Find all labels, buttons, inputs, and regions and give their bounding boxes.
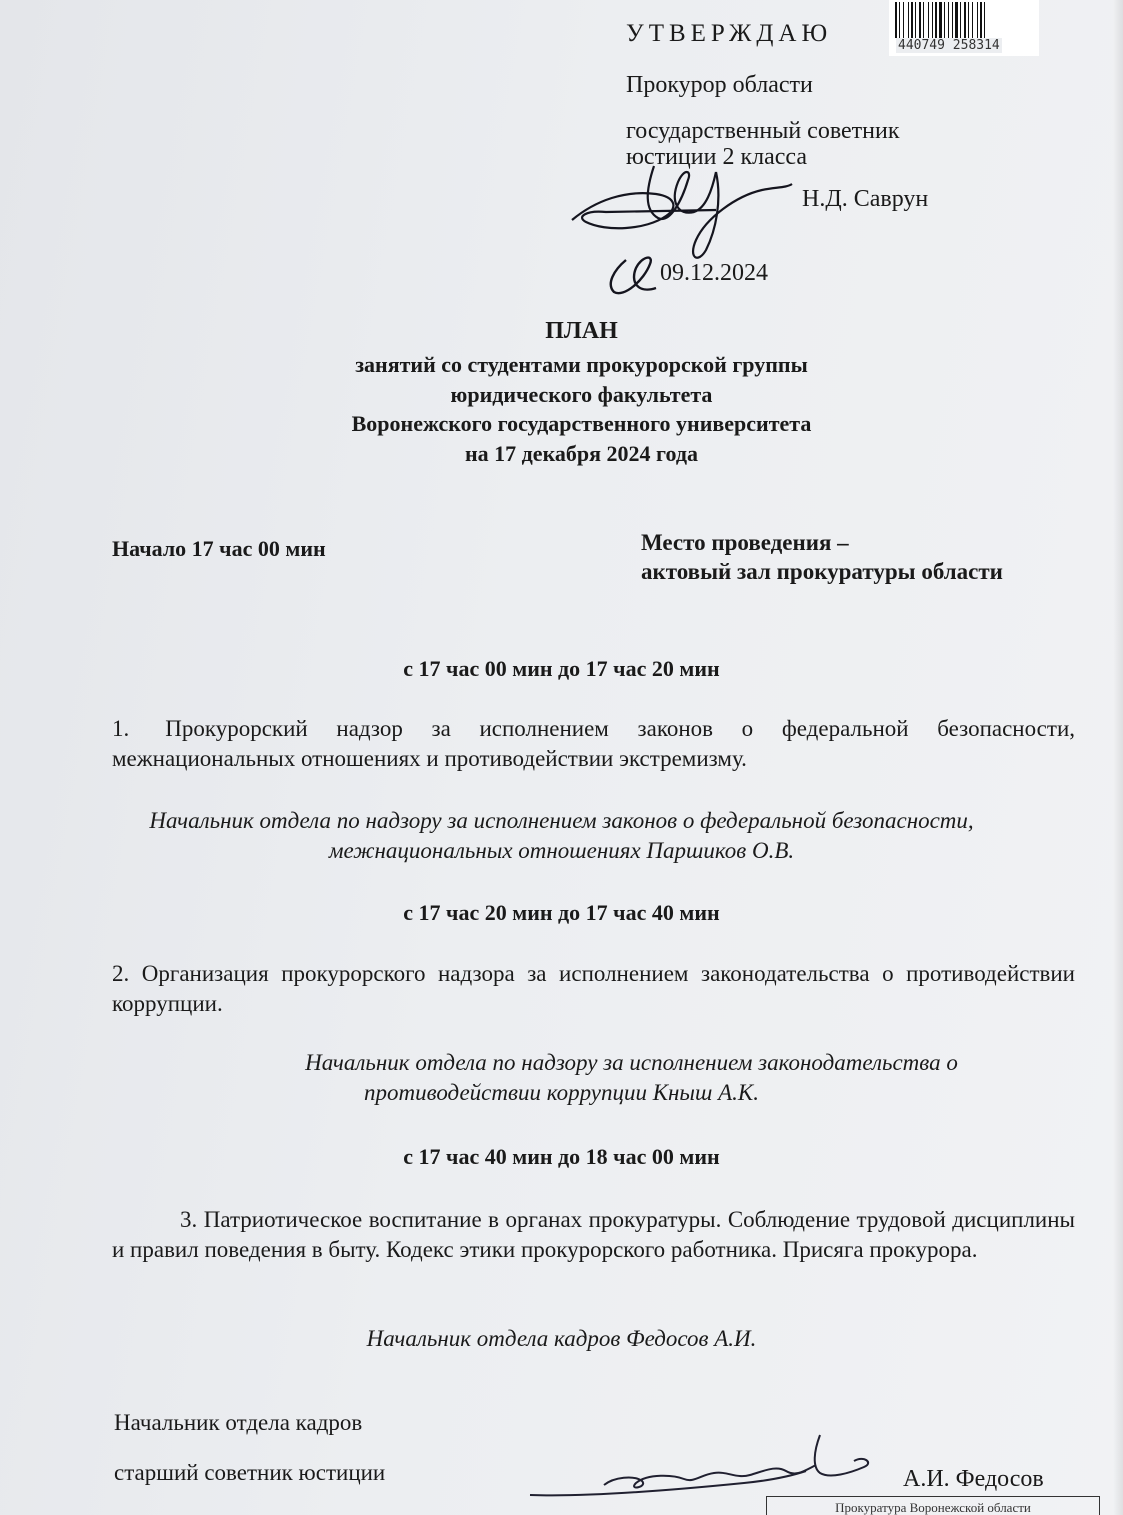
session-1-speaker-line-2: межнациональных отношениях Паршиков О.В. [328,838,795,863]
approver-name: Н.Д. Саврун [802,186,929,212]
subtitle-line-1: занятий со студентами прокурорской группы [355,352,808,377]
approver-rank-line1: государственный советник [626,118,900,144]
approver-rank-line2: юстиции 2 класса [626,144,807,170]
session-2-speaker-line-1: Начальник отдела по надзору за исполнением законодательства о [305,1050,958,1075]
session-3-speaker: Начальник отдела кадров Федосов А.И. [366,1326,757,1351]
document-title: ПЛАН [545,318,618,344]
session-2-time: с 17 час 20 мин до 17 час 40 мин [403,900,720,925]
start-time: Начало 17 час 00 мин [112,536,326,561]
approval-heading: УТВЕРЖДАЮ [626,20,833,47]
footer-name: А.И. Федосов [903,1466,1044,1492]
approval-date: 09.12.2024 [660,260,768,286]
venue-value: актовый зал прокуратуры области [641,559,1003,584]
session-1-time: с 17 час 00 мин до 17 час 20 мин [403,656,720,681]
venue-label: Место проведения – [641,530,849,555]
session-2-speaker-line-2: противодействии коррупции Кныш А.К. [364,1080,759,1105]
barcode-number: 440749 258314 [898,38,1000,53]
approver-position: Прокурор области [626,72,813,98]
session-1-text: Прокурорский надзор за исполнением законов о федеральной безопасности, межнациональных отношениях и противодействии экстремизму. [112,716,1075,771]
session-3-topic: 3. Патриотическое воспитание в органах прокуратуры. Соблюдение трудовой дисциплины и правил поведения в быту. Кодекс этики прокурорского работника. Присяга прокурора. [112,1207,1075,1262]
session-3-time: с 17 час 40 мин до 18 час 00 мин [403,1144,720,1169]
session-1-number: 1. [112,716,130,741]
subtitle-line-2: юридического факультета [450,382,713,407]
session-1-topic [112,714,1075,774]
footer-rank: старший советник юстиции [114,1460,386,1485]
subtitle-line-4: на 17 декабря 2024 года [465,441,698,466]
subtitle-line-3: Воронежского государственного университета [351,411,812,436]
footer-position: Начальник отдела кадров [114,1410,363,1435]
office-stamp: Прокуратура Воронежской области [766,1496,1100,1515]
session-1-speaker-line-1: Начальник отдела по надзору за исполнением законов о федеральной безопасности, [149,808,974,833]
session-2-topic: 2. Организация прокурорского надзора за исполнением законодательства о противодействии коррупции. [112,961,1075,1016]
